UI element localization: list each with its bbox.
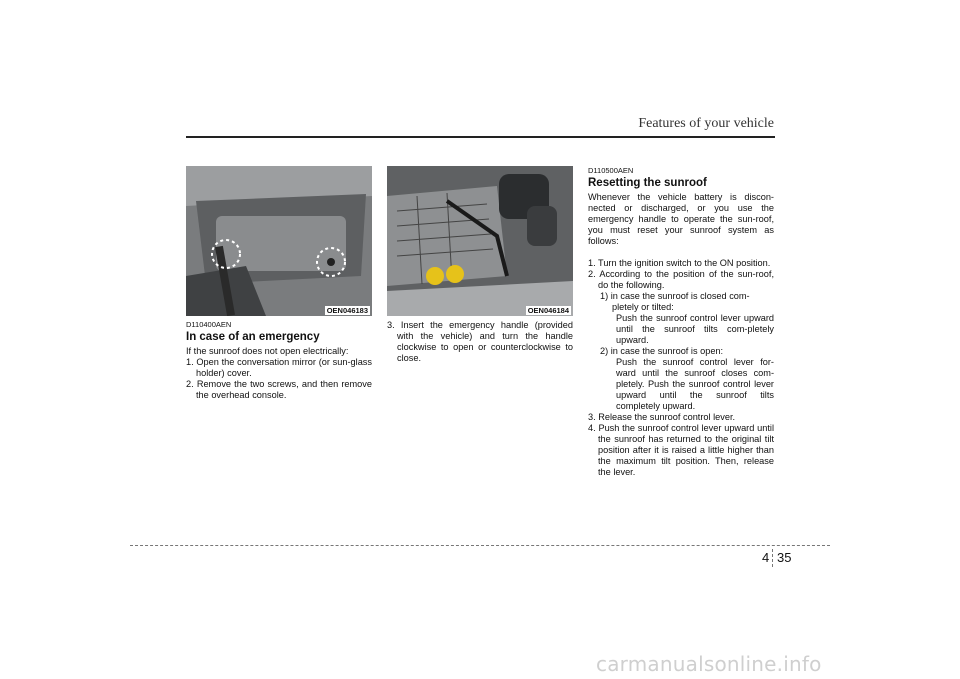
overhead-console-illustration	[186, 166, 372, 316]
page-number-separator	[772, 549, 773, 567]
section-code: D110400AEN	[186, 320, 232, 329]
column-2	[387, 166, 573, 364]
list-item: 3. Release the sunroof control lever.	[588, 412, 736, 422]
chapter-number: 4	[762, 550, 770, 565]
intro-text: Whenever the vehicle battery is discon-nected or discharged, or you use the emergency handle to operate the sun-roof, you must reset your sunroof system as follows:	[588, 192, 774, 246]
header-rule	[186, 136, 775, 138]
list-item: 2. Remove the two screws, and then remove the overhead console.	[186, 379, 372, 400]
emergency-handle-illustration	[387, 166, 573, 316]
figure-caption: OEN046183	[326, 306, 368, 315]
section-heading: In case of an emergency	[186, 331, 320, 343]
list-item: 1. Open the conversation mirror (or sun-glass holder) cover.	[186, 357, 372, 378]
sub-item-title: 2) in case the sunroof is open:	[600, 346, 724, 356]
step-list	[387, 320, 573, 364]
section-heading: Resetting the sunroof	[588, 177, 707, 189]
sub-item-title: 1) in case the sunroof is closed com-pletely or tilted:	[600, 291, 750, 312]
page-header-title: Features of your vehicle	[638, 116, 774, 131]
footer-rule	[130, 545, 830, 546]
list-item: 2. According to the position of the sun-roof, do the following.	[588, 269, 774, 290]
column-1	[186, 166, 372, 401]
list-item: 4. Push the sunroof control lever upward until the sunroof has returned to the original tilt position after it is raised a little higher than the maximum tilt position. Then, release the lever.	[588, 423, 774, 477]
sub-item-text: Push the sunroof control lever upward until the sunroof tilts com-pletely upward.	[616, 313, 774, 345]
list-item: 1. Turn the ignition switch to the ON position.	[588, 258, 771, 268]
page-number: 35	[777, 550, 792, 565]
figure-emergency-handle	[387, 166, 573, 316]
figure-caption: OEN046184	[527, 306, 569, 315]
section-code: D110500AEN	[588, 166, 634, 175]
figure-overhead-console	[186, 166, 372, 316]
step-list	[186, 357, 372, 401]
list-item: 3. Insert the emergency handle (provided with the vehicle) and turn the handle clockwise to open or counterclockwise to close.	[387, 320, 573, 363]
watermark: carmanualsonline.info	[596, 652, 822, 676]
column-3	[588, 166, 774, 478]
intro-text: If the sunroof does not open electrically:	[186, 346, 349, 356]
sub-item-text: Push the sunroof control lever for-ward until the sunroof closes com-pletely. Push the sunroof control lever upward until the sunroof tilts completely upward.	[616, 357, 774, 411]
